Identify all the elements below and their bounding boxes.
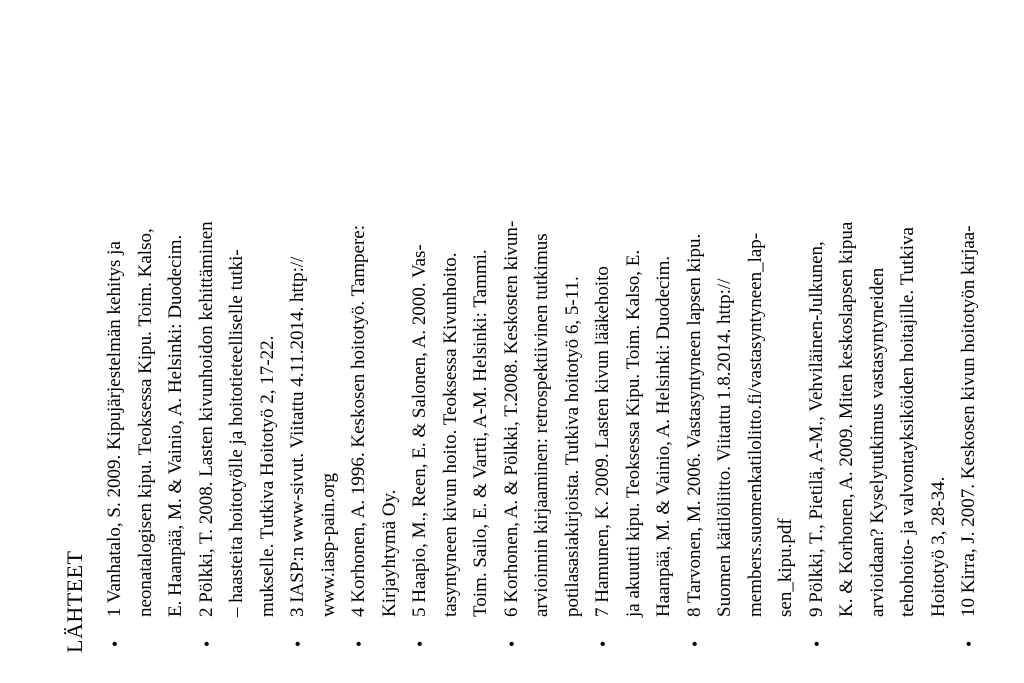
bullet-icon: • (959, 640, 979, 647)
bullet-icon: • (593, 640, 613, 647)
reference-item (283, 19, 344, 659)
reference-line: Toim. Sailo, E. & Vartti, A-M. Helsinki: Tammi. (470, 249, 491, 617)
bullet-icon: • (288, 640, 308, 647)
reference-line: members.suomenkatilolitto.fi/vastasyntyneen_lap- (744, 232, 766, 617)
reference-line: 3 IASP:n www-sivut. Viitattu 4.11.2014. http:// (287, 256, 308, 617)
reference-line: K. & Korhonen, A. 2009. Miten keskoslapsen kipua (836, 221, 857, 617)
reference-line: 10 Kirra, J. 2007. Keskosen kivun hoitotyön kirjaa- (958, 225, 979, 617)
reference-line: 8 Tarvonen, M. 2006. Vastasyntyneen lapsen kipu. (683, 233, 705, 617)
reference-line: ja akuutti kipu. Teoksessa Kipu. Toim. Kalso, E. (622, 249, 644, 617)
reference-line: 7 Hamunen, K. 2009. Lasten kivun lääkehoito (592, 266, 613, 617)
reference-line: Kirjayhtymä Oy. (378, 489, 400, 617)
reference-line: 5 Haapio, M., Reen, E. & Salonen, A. 2000. Vas- (409, 244, 430, 617)
bullet-icon: • (196, 640, 217, 647)
reference-line: neonatalogisen kipu. Teoksessa Kipu. Toim. Kalso, (134, 228, 156, 617)
reference-line: arvioinnin kirjaaminen: retrospektiivinen tutkimus (531, 233, 552, 617)
reference-line: potilasasiakirjoista. Tutkiva hoitotyö 6, 5-11. (561, 276, 583, 617)
reference-line: mukselle. Tutkiva Hoitotyö 2, 17-22. (256, 335, 278, 617)
reference-line: 9 Pölkki, T., Pietilä, A-M., Vehviläinen-Julkunen, (805, 241, 827, 617)
reference-item (954, 19, 985, 659)
reference-item (192, 19, 284, 659)
bullet-icon: • (684, 640, 705, 647)
reference-item (344, 19, 405, 659)
reference-line: arvioidaan? Kyselytutkimus vastasyntyneiden (866, 267, 888, 617)
bullet-icon: • (349, 640, 369, 647)
bullet-icon: • (105, 640, 125, 647)
reference-item (405, 19, 497, 659)
bullet-icon: • (410, 640, 430, 647)
reference-item (497, 19, 589, 659)
reference-list (100, 19, 985, 659)
reference-line: tasyntyneen kivun hoito. Teoksessa Kivunhoito. (439, 252, 461, 617)
reference-line: Hoitotyö 3, 28-34. (927, 476, 949, 617)
reference-item (680, 19, 802, 659)
reference-item (100, 19, 192, 659)
reference-item (802, 19, 955, 659)
page-title: LÄHTEET (62, 550, 87, 653)
reference-line: Suomen kätilöliitto. Viitattu 1.8.2014. http:// (714, 278, 735, 617)
reference-line: Haanpää, M. & Vainio, A. Helsinki: Duodecim. (653, 255, 674, 617)
reference-line: www.iasp-pain.org (317, 472, 339, 617)
reference-line: 4 Korhonen, A. 1996. Keskosen hoitotyö. Tampere: (348, 225, 369, 617)
reference-line: sen_kipu.pdf (775, 518, 796, 617)
reference-line: tehohoito- ja valvontayksiköiden hoitajille. Tutkiva (897, 227, 918, 617)
reference-line: E. Haanpää, M. & Vainio, A. Helsinki: Duodecim. (165, 234, 186, 617)
reference-line: 1 Vanhatalo, S. 2009. Kipujärjestelmän kehitys ja (104, 241, 125, 617)
bullet-icon: • (806, 640, 827, 647)
reference-line: 2 Pölkki, T. 2008. Lasten kivunhoidon kehittäminen (195, 221, 217, 617)
bullet-icon: • (501, 640, 522, 647)
reference-item (588, 19, 680, 659)
reference-line: 6 Korhonen, A. & Pölkki, T.2008. Keskosten kivun- (500, 220, 522, 617)
reference-line: – haasteita hoitotyölle ja hoitotieteelliselle tutki- (226, 249, 247, 617)
